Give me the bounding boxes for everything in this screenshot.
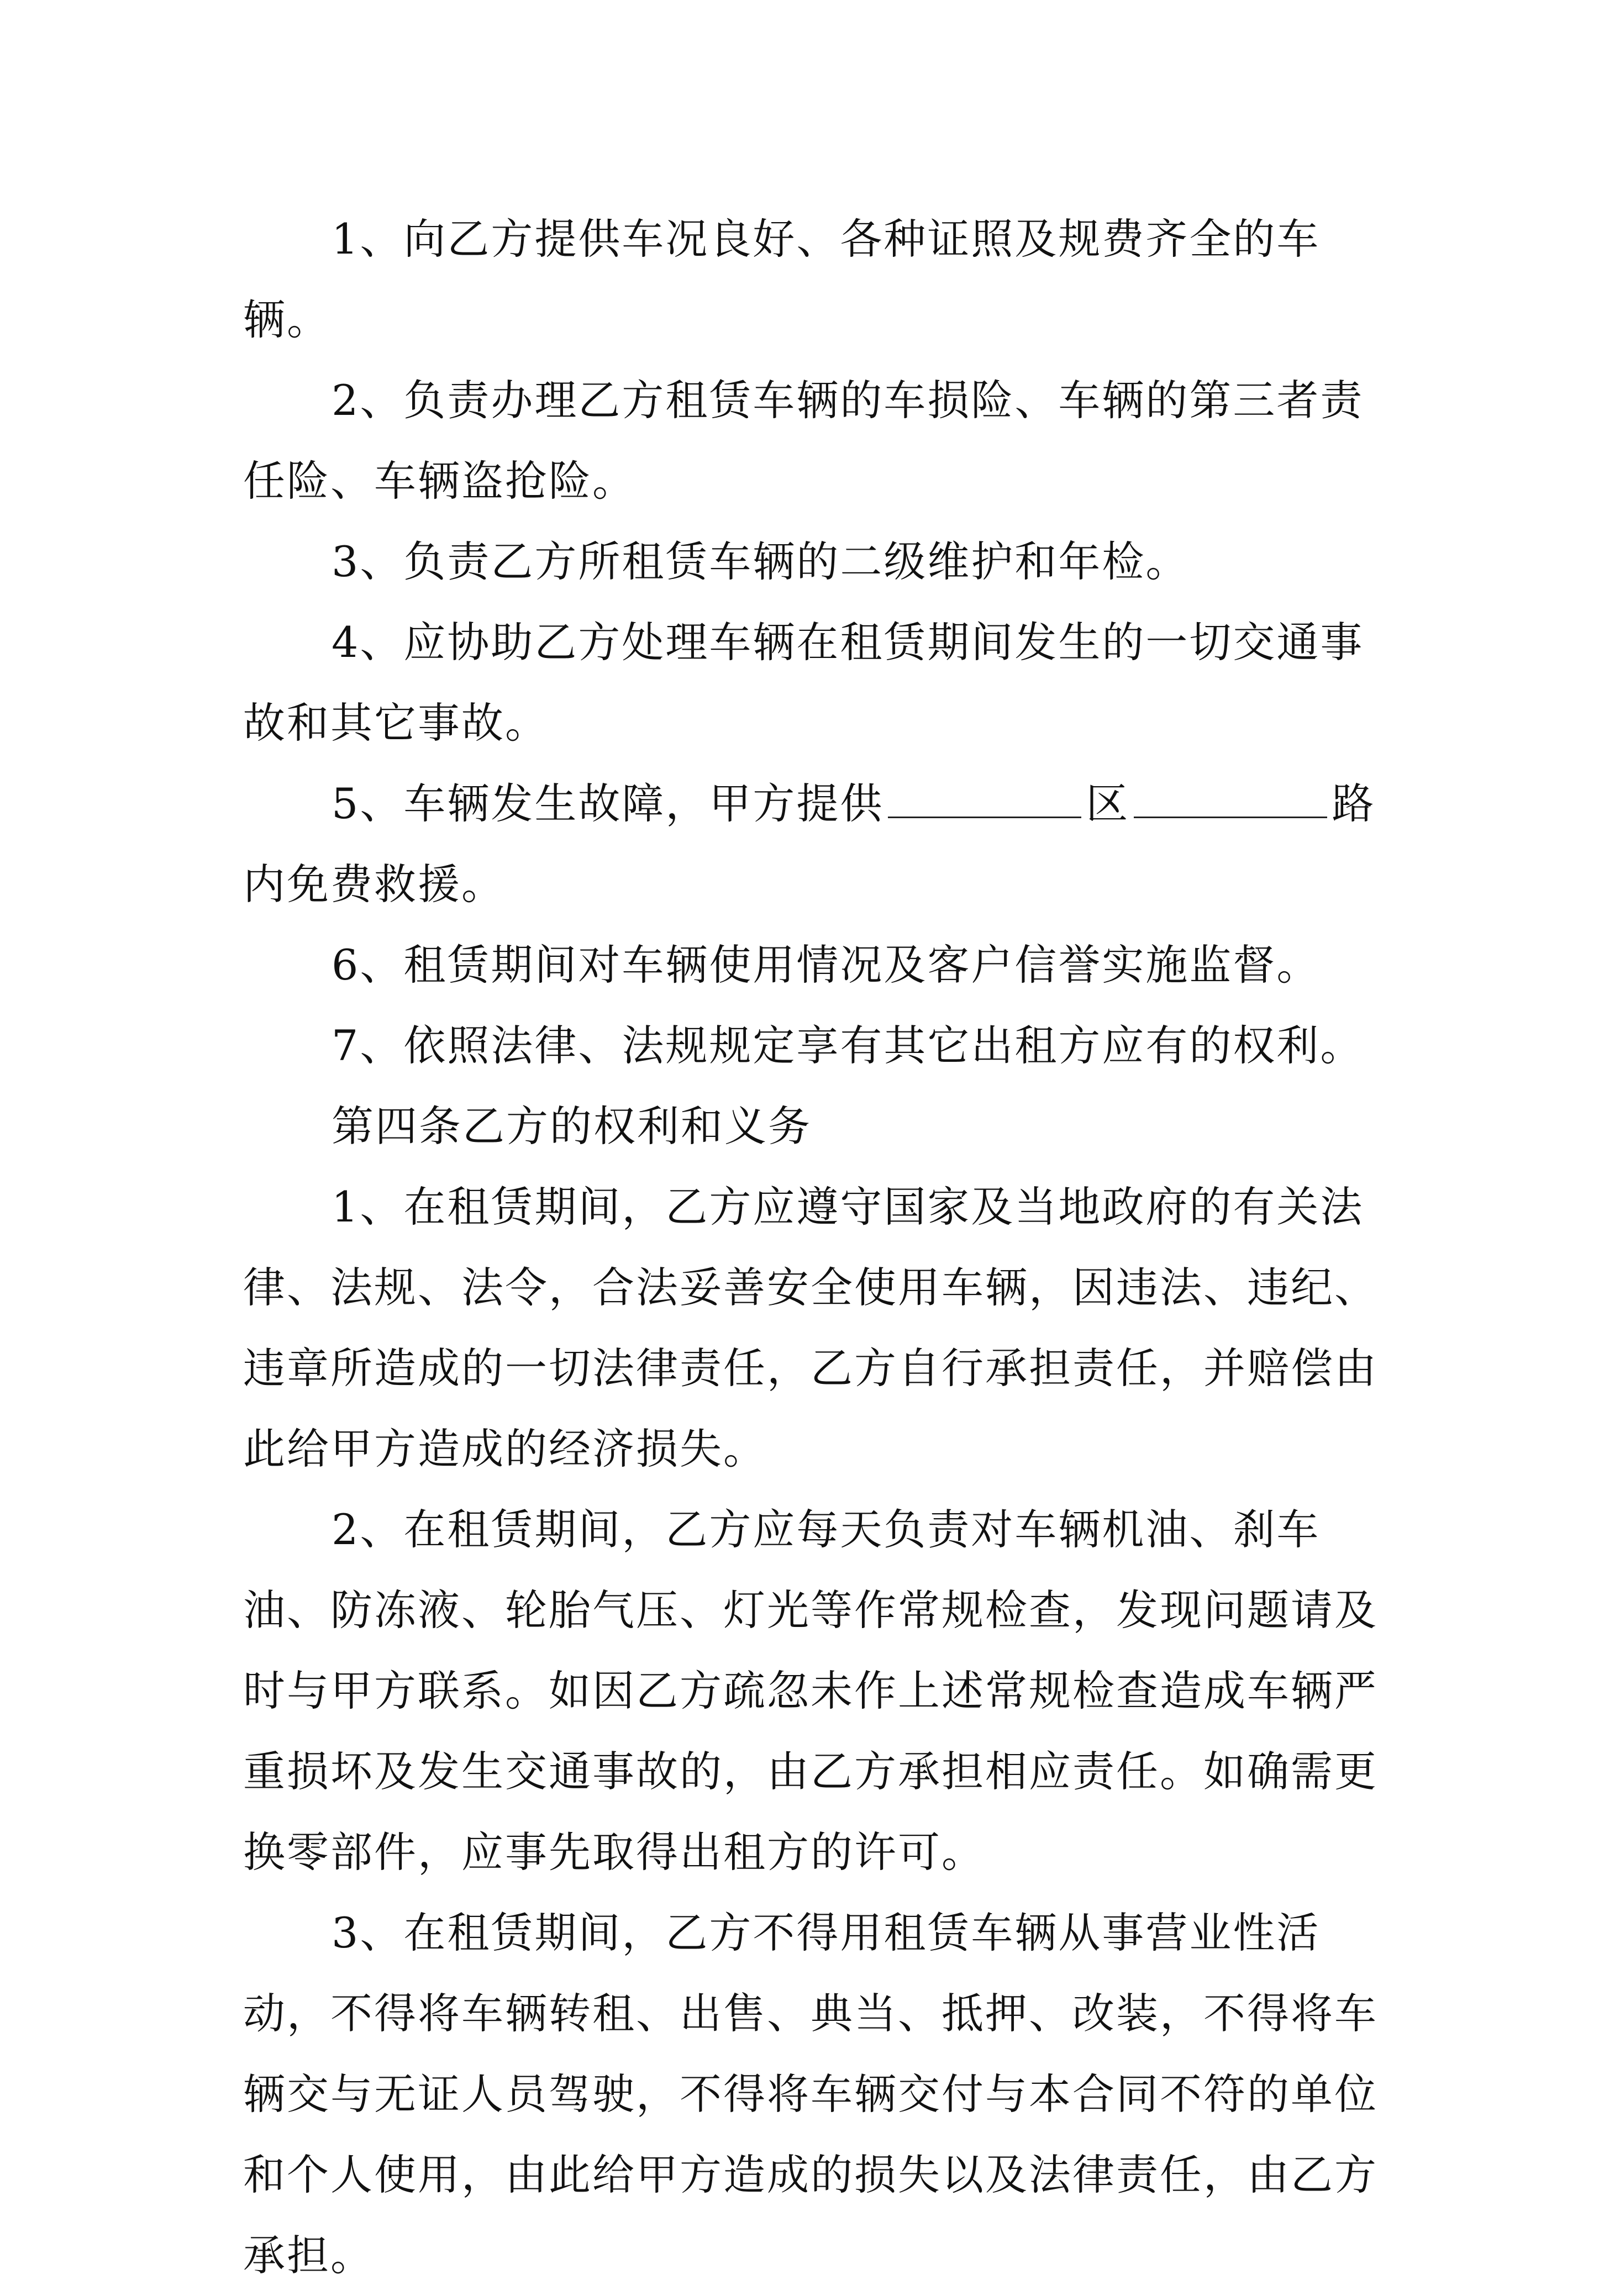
clause-item-5-part-c: 路内免费救援。: [243, 779, 1376, 909]
article-4-item-2: 2、在租赁期间，乙方应每天负责对车辆机油、刹车油、防冻液、轮胎气压、灯光等作常规检查，发现问题请及时与甲方联系。如因乙方疏忽未作上述常规检查造成车辆严重损坏及发生交通事故的，由乙方承担相应责任。如确需更换零部件，应事先取得出租方的许可。: [243, 1505, 1378, 1877]
clause-item-3: 3、负责乙方所租赁车辆的二级维护和年检。: [332, 537, 1190, 586]
clause-item-5-part-a: 5、车辆发生故障，甲方提供: [332, 779, 884, 828]
clause-item-1: 1、向乙方提供车况良好、各种证照及规费齐全的车辆。: [243, 214, 1321, 344]
road-blank: [1134, 812, 1327, 818]
article-4-item-3: 3、在租赁期间，乙方不得用租赁车辆从事营业性活动，不得将车辆转租、出售、典当、抵押、改装，不得将车辆交与无证人员驾驶，不得将车辆交付与本合同不符的单位和个人使用，由此给甲方造成的损失以及法律责任，由乙方承担。: [243, 1908, 1378, 2280]
clause-item-5-part-b: 区: [1086, 779, 1130, 828]
clause-item-6: 6、租赁期间对车辆使用情况及客户信誉实施监督。: [332, 940, 1321, 989]
clause-item-4: 4、应协助乙方处理车辆在租赁期间发生的一切交通事故和其它事故。: [243, 618, 1364, 747]
article-4-item-1: 1、在租赁期间，乙方应遵守国家及当地政府的有关法律、法规、法令，合法妥善安全使用车辆，因违法、违纪、违章所造成的一切法律责任，乙方自行承担责任，并赔偿由此给甲方造成的经济损失。: [243, 1182, 1378, 1473]
document-body: [243, 199, 1381, 2296]
article-4-heading: 第四条乙方的权利和义务: [332, 1102, 812, 1151]
clause-item-7: 7、依照法律、法规规定享有其它出租方应有的权利。: [332, 1021, 1364, 1070]
district-blank: [888, 812, 1081, 818]
clause-item-2: 2、负责办理乙方租赁车辆的车损险、车辆的第三者责任险、车辆盗抢险。: [243, 376, 1364, 505]
clause-item-5: [243, 763, 1381, 925]
